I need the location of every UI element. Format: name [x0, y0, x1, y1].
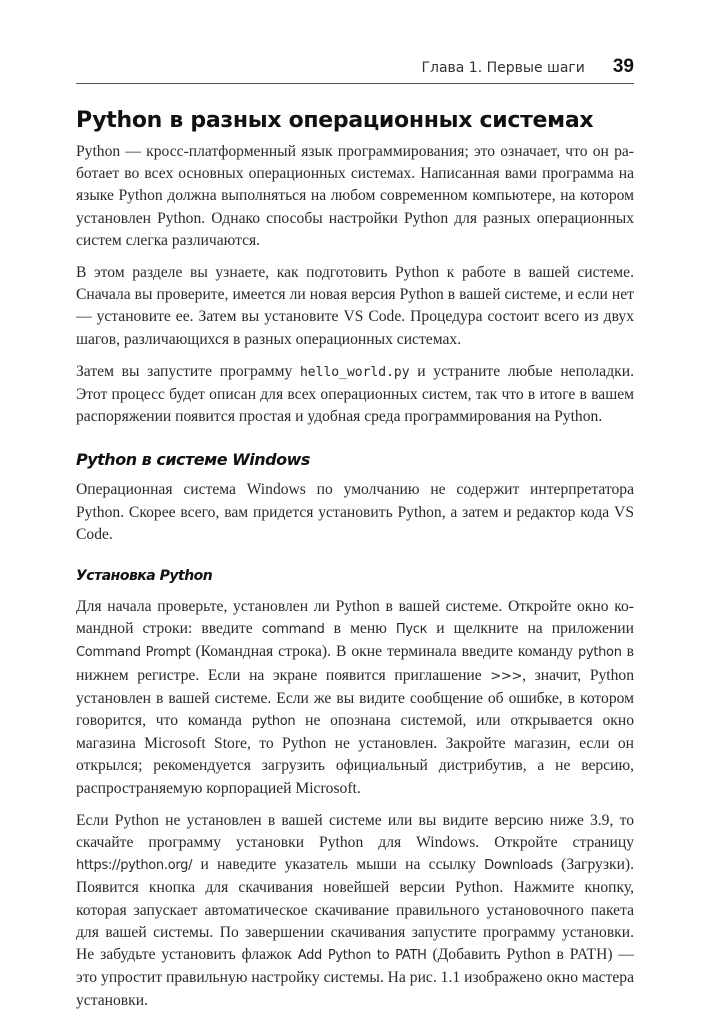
paragraph — [76, 479, 634, 546]
text-run: Затем вы запустите программу — [76, 362, 300, 380]
paragraph — [76, 810, 634, 1012]
text-run: , значит, Python установлен в вашей системе. Если же вы видите сообщение об ошибке, в котором говорится, что команда — [76, 666, 635, 730]
inline-code: >>> — [490, 668, 523, 684]
inline-code: Add Python to PATH — [297, 948, 427, 964]
text-run: не опознана системой, или открывается окно магазина Microsoft Store, то Python не установлен. Закройте магазин, если он открылся; рекомендуется загрузить официальный дистрибутив, а не версию, распространяемую корпорацией Microsoft. — [76, 712, 634, 797]
inline-code: https://python.org/ — [76, 858, 193, 874]
text-run: в меню — [324, 620, 396, 638]
paragraph — [76, 141, 634, 252]
subsection-title: Python в системе Windows — [76, 450, 310, 470]
inline-code: Пуск — [395, 622, 428, 638]
text-run: В этом разделе вы узнаете, как подготовить Python к работе в вашей системе. Сначала вы проверите, имеется ли новая версия Python в вашей системе, и если нет — установите ее. Затем вы установите VS Code. Процедура состоит всего из двух шагов, различающихся в разных операционных системах. — [76, 264, 634, 348]
running-header — [76, 56, 634, 84]
text-run: и щелкните на приложении — [427, 620, 634, 638]
text-run: Операционная система Windows по умолчанию не содержит интерпретатора Python. Скорее всего, вам придется установить Python, а затем и редактор кода VS Code. — [76, 481, 634, 543]
inline-code: hello_world.py — [299, 364, 410, 380]
text-run: Если Python не установлен в вашей системе или вы видите версию ниже 3.9, то скачайте программу установки Python для Windows. Откройте страницу — [76, 811, 634, 852]
text-run: и устраните любые неполадки. Этот процесс будет описан для всех операционных систем, так что в итоге в вашем распоряжении появится простая и удобная среда программирования на Python. — [76, 362, 634, 426]
text-run: Python — кросс-платформенный язык программирования; это означает, что он работает во всех основных операционных системах. Написанная вами программа на языке Python должна выполняться на любом современном компьютере, на котором установлен Python. Однако способы настройки Python для разных операционных систем слегка различаются. — [76, 143, 634, 249]
inline-code: python — [251, 714, 296, 730]
paragraph — [76, 262, 634, 351]
text-run: и наведите указатель мыши на ссылку — [192, 856, 485, 874]
text-run: (Командная строка). В окне терминала введите команду — [190, 643, 578, 661]
inline-code: python — [577, 645, 622, 661]
book-page — [76, 56, 634, 1022]
paragraph — [76, 361, 634, 429]
section-title: Python в разных операционных системах — [76, 108, 594, 133]
page-number: 39 — [612, 56, 634, 77]
inline-code: Command Prompt — [76, 645, 191, 661]
text-run: в нижнем регистре. Если на экране появится приглашение — [76, 643, 634, 684]
chapter-title: Глава 1. Первые шаги — [421, 60, 585, 76]
text-run: (Добавить Python в PATH) — это упростит правильную настройку системы. На рис. 1.1 изображено окно мастера установки. — [76, 946, 635, 1009]
paragraph — [76, 596, 634, 800]
text-run: Для начала проверьте, установлен ли Python в вашей системе. Откройте окно командной строки: введите — [76, 598, 634, 638]
text-run: (Загрузки). Появится кнопка для скачивания новейшей версии Python. Нажмите кнопку, которая запускает автоматическое скачивание правильного установочного пакета для вашей системы. По завершении скачивания запустите программу установки. Не забудьте установить флажок — [76, 856, 635, 964]
inline-code: Downloads — [484, 858, 553, 874]
inline-code: command — [261, 622, 325, 638]
subsubsection-title: Установка Python — [76, 568, 213, 585]
